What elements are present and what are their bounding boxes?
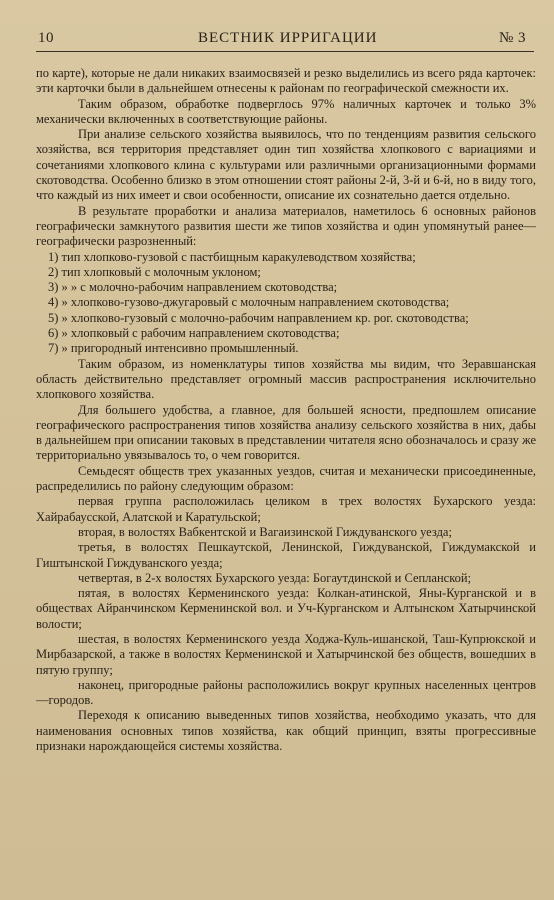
list-item: 6) » хлопковый с рабочим направлением скотоводства;: [48, 326, 340, 341]
paragraph: Для большего удобства, а главное, для большей ясности, предпошлем описание географического распространения типов хозяйства анализу сельского хозяйства в них, дабы в дальнейшем при описании таковых в представлении читателя ясно обозначалось и сразу же территориально увязывалось то, о чем говорится.: [36, 402, 536, 463]
list-item: 5) » хлопково-гузовый с молочно-рабочим направлением кр. рог. скотоводства;: [48, 310, 469, 325]
paragraph: В результате проработки и анализа материалов, наметилось 6 основных районов географически замкнутого развития шести же типов хозяйства и один упомянутый ранее—географически разрозненный:: [36, 203, 536, 249]
list-item: 3) » » с молочно-рабочим направлением скотоводства;: [48, 280, 338, 295]
paragraph: по карте), которые не дали никаких взаимосвязей и резко выделились из всего ряда карточек: эти карточки были в дальнейшем отнесены к районам по географической смежности их.: [36, 66, 536, 96]
paragraph: третья, в волостях Пешкаутской, Ленинской, Гиждуванской, Гиждумакской и Гиштынской Гиждуванского уезда;: [36, 540, 536, 570]
list-item: 2) тип хлопковый с молочным уклоном;: [48, 264, 261, 279]
paragraph: Таким образом, из номенклатуры типов хозяйства мы видим, что Зеравшанская область действительно представляет огромный массив распространения исключительно хлопкового хозяйства.: [36, 356, 536, 402]
paragraph: шестая, в волостях Керменинского уезда Ходжа-Куль-ишанской, Таш-Купрюкской и Мирбазарской, а также в волостях Керменинской и Хатырчинской без обществ, вошедших в пятую группу;: [36, 631, 536, 677]
list-item: 7) » пригородный интенсивно промышленный.: [48, 341, 299, 356]
paragraph: вторая, в волостях Вабкентской и Вагаизинской Гиждуванского уезда;: [78, 524, 452, 539]
page-header: [38, 30, 532, 50]
body-text: [36, 66, 536, 754]
paragraph: первая группа расположилась целиком в трех волостях Бухарского уезда: Хайрабаусской, Алатской и Каратульской;: [36, 494, 536, 524]
paragraph: Семьдесят обществ трех указанных уездов, считая и механически присоединенные, распределились по району следующим образом:: [36, 463, 536, 494]
paragraph: пятая, в волостях Керменинского уезда: Колкан-атинской, Яны-Курганской и в обществах Айранчинском Керменинской вол. и Уч-Курганском и Алтынском Хатырчинской волости;: [36, 586, 536, 631]
page-number: 10: [38, 30, 54, 46]
header-rule: [36, 51, 534, 52]
journal-title: ВЕСТНИК ИРРИГАЦИИ: [198, 30, 378, 46]
list-item: 1) тип хлопково-гузовой с пастбищным каракулеводством хозяйства;: [48, 249, 416, 264]
paragraph: наконец, пригородные районы расположились вокруг крупных населенных центров—городов.: [36, 677, 536, 708]
paragraph: При анализе сельского хозяйства выявилось, что по тенденциям развития сельского хозяйства, вся территория представляет один тип хозяйства хлопкового с вариациями и сочетаниями хлопкового клина с культурами или различными организационными формами скотоводства. Особенно близко в этом отношении стоят районы 2-й, 3-й и 6-й, но в виду того, что каждый из них имеет и свои особенности, описание их сознательно дается отдельно.: [36, 127, 536, 203]
paragraph: Переходя к описанию выведенных типов хозяйства, необходимо указать, что для наименования основных типов хозяйства, как общий принцип, взяты прогрессивные признаки нарождающейся системы хозяйства.: [36, 708, 536, 754]
list-item: 4) » хлопково-гузово-джугаровый с молочным направлением скотоводства;: [48, 295, 450, 310]
issue-number: № 3: [498, 30, 526, 46]
paragraph: четвертая, в 2-х волостях Бухарского уезда: Богаутдинской и Сепланской;: [78, 570, 472, 585]
paragraph: Таким образом, обработке подверглось 97% наличных карточек и только 3% механически включенных в соответствующие районы.: [36, 96, 536, 126]
